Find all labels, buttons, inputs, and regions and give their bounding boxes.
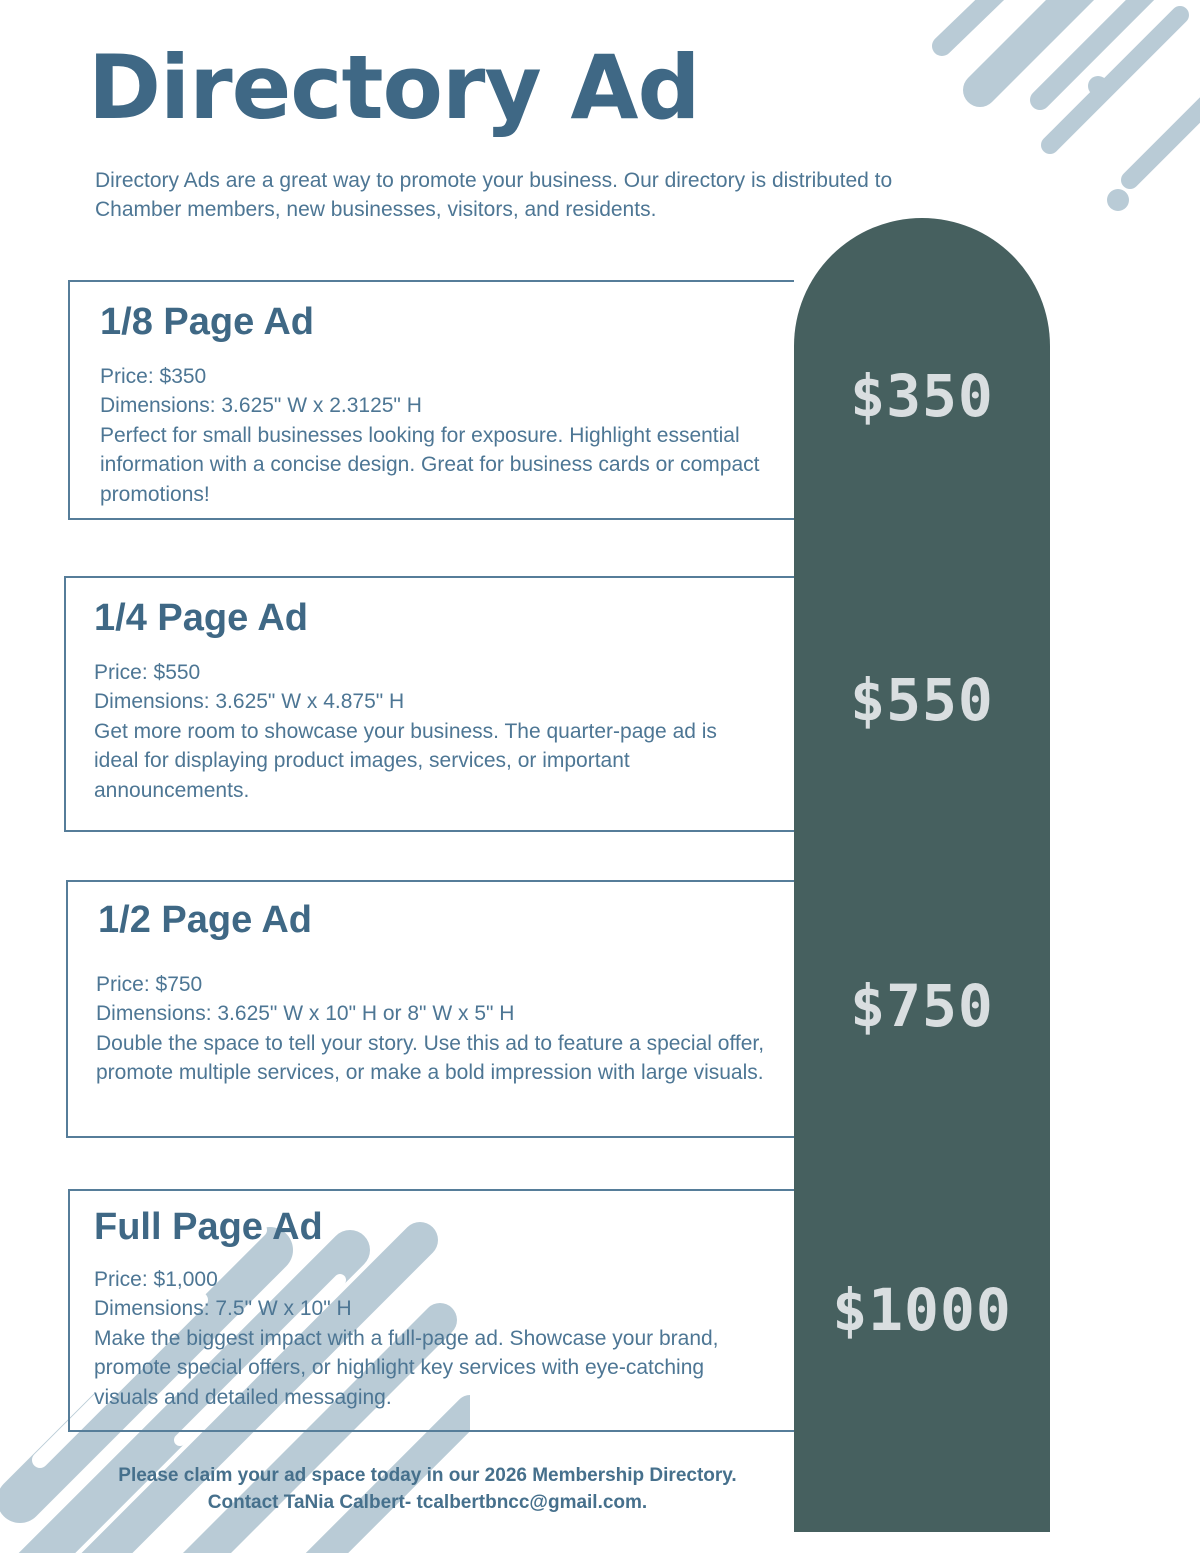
intro-text: Directory Ads are a great way to promote your business. Our directory is distributed to Chamber members, new businesses, visitors, and residents. [95,169,893,221]
decorative-stripes-top-right [920,0,1200,230]
ad-card-full [68,1189,794,1432]
page-title: Directory Ad [88,36,700,139]
big-price-eighth: $350 [850,362,994,430]
ad-card-half [66,880,794,1138]
ad-description: Get more room to showcase your business. The quarter-page ad is ideal for displaying product images, services, or important announcements. [94,719,717,802]
ad-title: 1/2 Page Ad [98,899,313,941]
ad-title: 1/4 Page Ad [94,597,309,639]
ad-price: Price: $350 [100,364,207,388]
big-price-quarter: $550 [850,666,994,734]
big-price-half: $750 [850,972,994,1040]
ad-dimensions: Dimensions: 3.625" W x 10" H or 8" W x 5" H [96,1002,515,1026]
ad-price: Price: $550 [94,660,201,684]
ad-card-quarter [64,576,794,832]
ad-card-eighth [68,280,794,520]
ad-description: Make the biggest impact with a full-page ad. Showcase your brand, promote special offers, or highlight key services with eye-catching visuals and detailed messaging. [94,1326,719,1409]
footer-cta [60,1462,795,1516]
ad-dimensions: Dimensions: 7.5" W x 10" H [94,1297,352,1321]
ad-description: Double the space to tell your story. Use this ad to feature a special offer, promote multiple services, or make a bold impression with large visuals. [96,1031,765,1085]
ad-title: Full Page Ad [94,1206,323,1248]
ad-price: Price: $1,000 [94,1267,218,1291]
big-price-full: $1000 [832,1276,1012,1344]
ad-price: Price: $750 [96,972,203,996]
footer-line-1: Please claim your ad space today in our 2026 Membership Directory. [118,1465,737,1486]
ad-dimensions: Dimensions: 3.625" W x 4.875" H [94,690,405,714]
ad-description: Perfect for small businesses looking for exposure. Highlight essential information with a concise design. Great for business cards or compact promotions! [100,423,760,506]
ad-dimensions: Dimensions: 3.625" W x 2.3125" H [100,394,422,418]
ad-title: 1/8 Page Ad [100,301,315,343]
footer-line-2: Contact TaNia Calbert- tcalbertbncc@gmail.com. [207,1492,648,1513]
